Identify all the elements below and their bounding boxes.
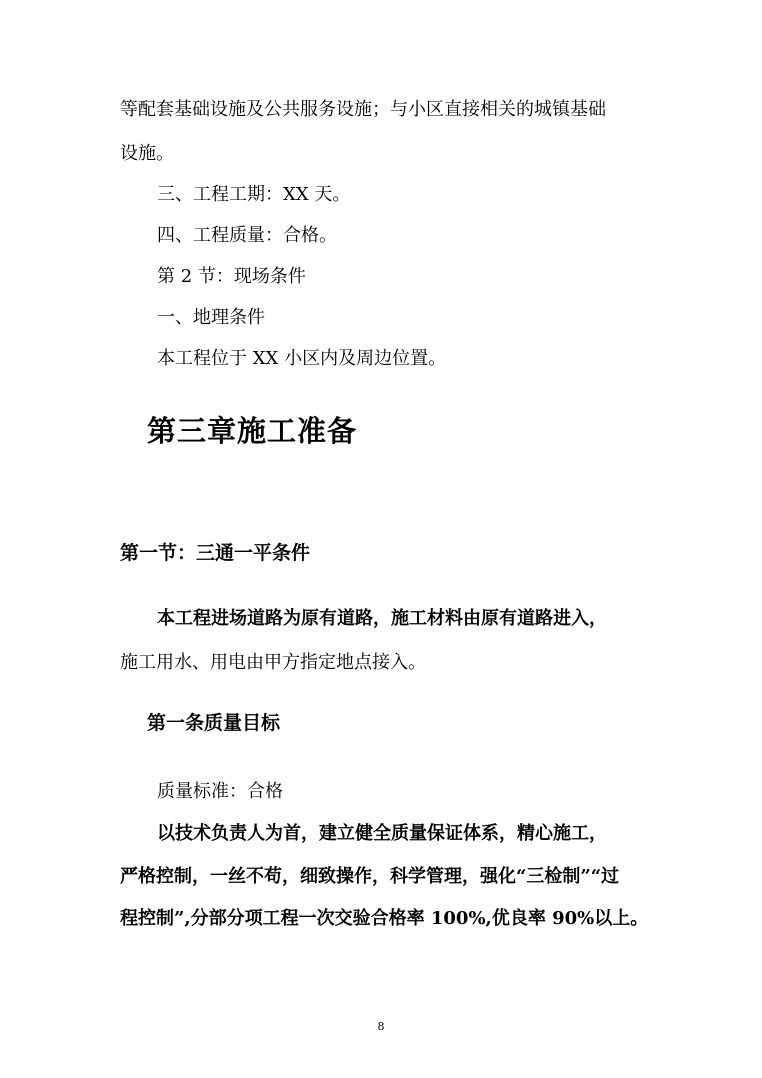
chapter-title: 第三章施工准备	[147, 414, 358, 448]
section-1-paragraph-line: 本工程进场道路为原有道路，施工材料由原有道路进入，	[157, 608, 607, 629]
section-2-title: 第 2 节：现场条件	[157, 266, 306, 287]
article-1-title: 第一条质量目标	[147, 712, 281, 734]
paragraph-line: 等配套基础设施及公共服务设施；与小区直接相关的城镇基础	[120, 99, 606, 120]
quality-standard: 质量标准：合格	[157, 781, 283, 802]
article-1-paragraph-line: 以技术负责人为首，建立健全质量保证体系，精心施工，	[157, 823, 607, 844]
section-1-title: 第一节：三通一平条件	[120, 542, 311, 564]
article-1-paragraph-line: 严格控制，一丝不苟，细致操作，科学管理，强化“三检制”“过	[120, 866, 620, 887]
page-number: 8	[377, 1020, 385, 1033]
quality-item: 四、工程质量：合格。	[157, 225, 337, 246]
geo-condition-title: 一、地理条件	[157, 307, 265, 328]
duration-item: 三、工程工期：XX 天。	[157, 184, 351, 205]
geo-condition-text: 本工程位于 XX 小区内及周边位置。	[157, 348, 447, 369]
section-1-paragraph-line: 施工用水、用电由甲方指定地点接入。	[120, 652, 426, 673]
article-1-paragraph-line: 程控制”,分部分项工程一次交验合格率 100%,优良率 90%以上。	[120, 908, 649, 929]
paragraph-line: 设施。	[120, 143, 174, 164]
